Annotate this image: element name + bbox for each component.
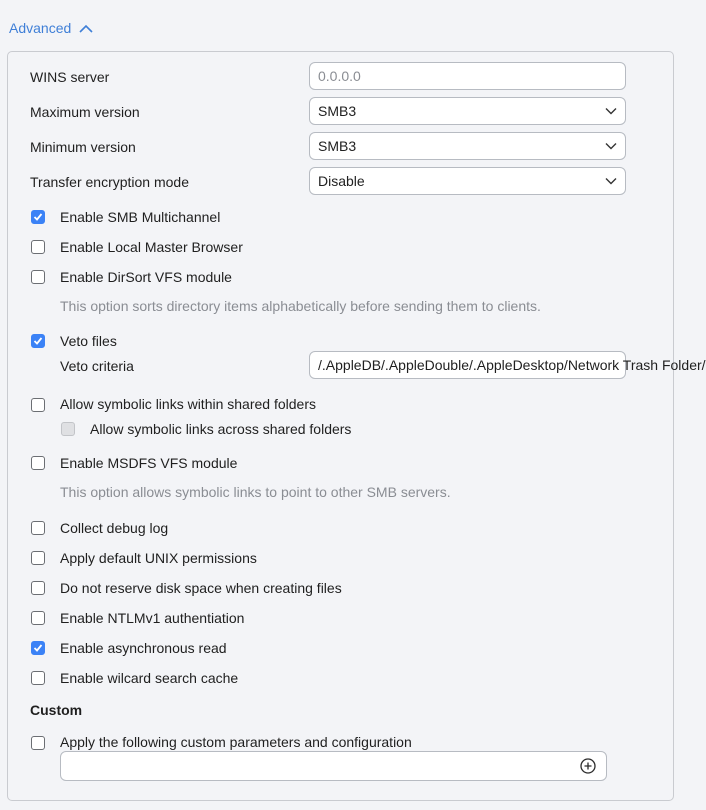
wildcard-cache-label: Enable wilcard search cache [60,670,239,686]
local-master-checkbox[interactable] [31,240,45,254]
msdfs-hint: This option allows symbolic links to point to other SMB servers. [60,484,451,500]
custom-apply-checkbox[interactable] [31,736,45,750]
advanced-toggle[interactable] [9,20,93,36]
min-version-value: SMB3 [318,138,357,154]
wins-server-input[interactable] [309,62,626,90]
veto-criteria-input[interactable] [309,351,706,379]
max-version-value: SMB3 [318,103,357,119]
wins-server-placeholder: 0.0.0.0 [318,68,361,84]
symlinks-across-label: Allow symbolic links across shared folders [90,421,352,437]
wins-server-label: WINS server [30,69,110,85]
max-version-label: Maximum version [30,104,140,120]
min-version-label: Minimum version [30,139,136,155]
encryption-mode-value: Disable [318,173,365,189]
debug-log-label: Collect debug log [60,520,169,536]
custom-apply-label: Apply the following custom parameters and configuration [60,734,412,750]
msdfs-checkbox[interactable] [31,456,45,470]
check-icon [33,336,43,346]
chevron-down-icon [605,177,617,185]
check-icon [33,212,43,222]
dirsort-label: Enable DirSort VFS module [60,269,232,285]
dirsort-checkbox[interactable] [31,270,45,284]
veto-files-checkbox[interactable] [31,334,45,348]
debug-log-checkbox[interactable] [31,521,45,535]
plus-circle-icon[interactable] [580,758,596,774]
no-reserve-label: Do not reserve disk space when creating files [60,580,342,596]
symlinks-within-checkbox[interactable] [31,398,45,412]
unix-perms-label: Apply default UNIX permissions [60,550,257,566]
veto-criteria-label: Veto criteria [60,358,134,374]
custom-section-title: Custom [30,702,83,718]
wildcard-cache-checkbox[interactable] [31,671,45,685]
veto-files-label: Veto files [60,333,117,349]
multichannel-checkbox[interactable] [31,210,45,224]
local-master-label: Enable Local Master Browser [60,239,243,255]
chevron-down-icon [605,142,617,150]
ntlmv1-label: Enable NTLMv1 authentiation [60,610,245,626]
encryption-mode-label: Transfer encryption mode [30,174,189,190]
veto-criteria-value: /.AppleDB/.AppleDouble/.AppleDesktop/Network Trash Folder/ [318,357,706,373]
async-read-label: Enable asynchronous read [60,640,227,656]
multichannel-label: Enable SMB Multichannel [60,209,221,225]
chevron-down-icon [605,107,617,115]
max-version-select[interactable] [309,97,626,125]
async-read-checkbox[interactable] [31,641,45,655]
advanced-panel [7,51,706,801]
no-reserve-checkbox[interactable] [31,581,45,595]
ntlmv1-checkbox[interactable] [31,611,45,625]
min-version-select[interactable] [309,132,626,160]
encryption-mode-select[interactable] [309,167,626,195]
custom-parameters-input[interactable] [60,751,607,781]
chevron-up-icon [79,24,93,33]
check-icon [33,643,43,653]
symlinks-across-checkbox[interactable] [61,422,75,436]
advanced-label: Advanced [9,20,72,36]
symlinks-within-label: Allow symbolic links within shared folders [60,396,316,412]
msdfs-label: Enable MSDFS VFS module [60,455,238,471]
dirsort-hint: This option sorts directory items alphabetically before sending them to clients. [60,298,541,314]
unix-perms-checkbox[interactable] [31,551,45,565]
